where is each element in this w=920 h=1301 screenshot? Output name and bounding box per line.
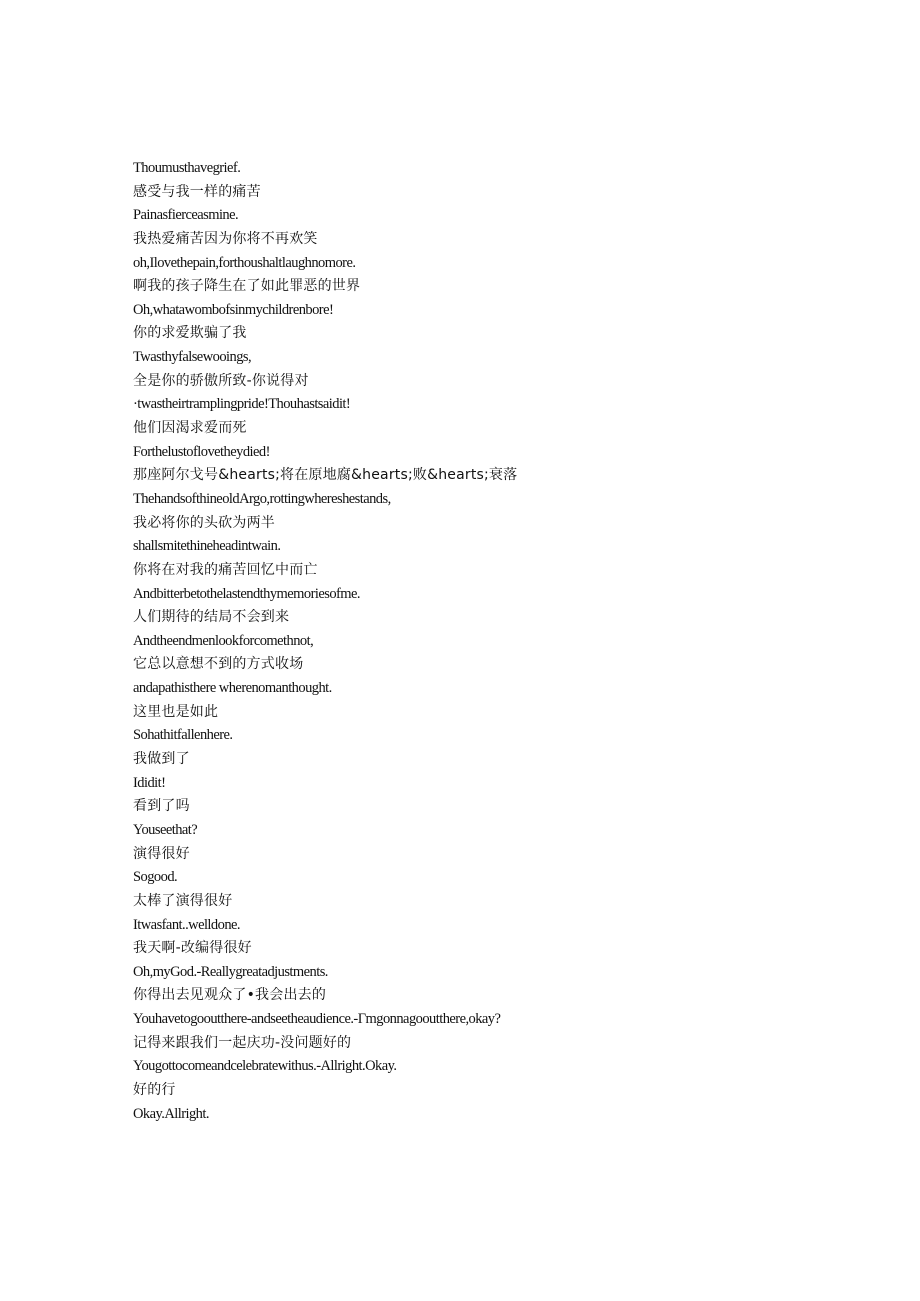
- text-line: Forthelustoflovetheydied!: [133, 443, 270, 460]
- text-line: 演得很好: [133, 845, 190, 862]
- text-line: 全是你的骄傲所致-你说得对: [133, 372, 309, 389]
- text-line: shallsmitethineheadintwain.: [133, 538, 281, 555]
- text-line: 看到了吗: [133, 798, 190, 815]
- text-line: ThehandsofthineoldArgo,rottingwhereshestands,: [133, 490, 391, 507]
- text-line: 你将在对我的痛苦回忆中而亡: [133, 561, 318, 578]
- subtitle-text-block: [133, 157, 893, 1126]
- text-line: 它总以意想不到的方式收场: [133, 656, 304, 673]
- text-line: 好的行: [133, 1081, 176, 1098]
- text-line: Ididit!: [133, 774, 166, 791]
- text-line: 我天啊-改编得很好: [133, 940, 252, 957]
- text-line: Twasthyfalsewooings,: [133, 349, 252, 366]
- text-line: Youseethat?: [133, 821, 198, 838]
- text-line: Oh,myGod.-Reallygreatadjustments.: [133, 963, 328, 980]
- text-line: Okay.Allright.: [133, 1105, 209, 1122]
- text-line: 那座阿尔戈号&hearts;将在原地腐&hearts;败&hearts;衰落: [133, 467, 518, 484]
- text-line: 啊我的孩子降生在了如此罪恶的世界: [133, 278, 361, 295]
- text-line: 他们因渴求爱而死: [133, 420, 247, 437]
- text-line: 我必将你的头砍为两半: [133, 514, 275, 531]
- text-line: 记得来跟我们一起庆功-没问题好的: [133, 1034, 352, 1051]
- text-line: 感受与我一样的痛苦: [133, 183, 261, 200]
- text-line: oh,Ilovethepain,forthoushaltlaughnomore.: [133, 254, 356, 271]
- text-line: 你得出去见观众了•我会出去的: [133, 987, 327, 1004]
- text-line: 人们期待的结局不会到来: [133, 609, 290, 626]
- text-line: ·twastheirtramplingpride!Thouhastsaidit!: [133, 396, 351, 413]
- text-line: Yougottocomeandcelebratewithus.-Allright.Okay.: [133, 1058, 397, 1075]
- text-line: Sohathitfallenhere.: [133, 727, 233, 744]
- text-line: Sogood.: [133, 869, 178, 886]
- text-line: 太棒了演得很好: [133, 892, 233, 909]
- text-line: andapathisthere wherenomanthought.: [133, 680, 332, 697]
- text-line: Andbitterbetothelastendthymemoriesofme.: [133, 585, 360, 602]
- text-line: Thoumusthavegrief.: [133, 160, 241, 176]
- text-line: 我热爱痛苦因为你将不再欢笑: [133, 230, 318, 247]
- text-line: Painasfierceasmine.: [133, 207, 239, 224]
- text-line: Andtheendmenlookforcomethnot,: [133, 632, 314, 649]
- text-line: 你的求爱欺骗了我: [133, 325, 247, 342]
- text-line: Itwasfant..welldone.: [133, 916, 240, 933]
- text-line: Oh,whatawombofsinmychildrenbore!: [133, 301, 334, 318]
- text-line: 我做到了: [133, 751, 190, 768]
- text-line: Youhavetogooutthere-andseetheaudience.-Γmgonnagooutthere,okay?: [133, 1011, 501, 1028]
- text-line: 这里也是如此: [133, 703, 219, 720]
